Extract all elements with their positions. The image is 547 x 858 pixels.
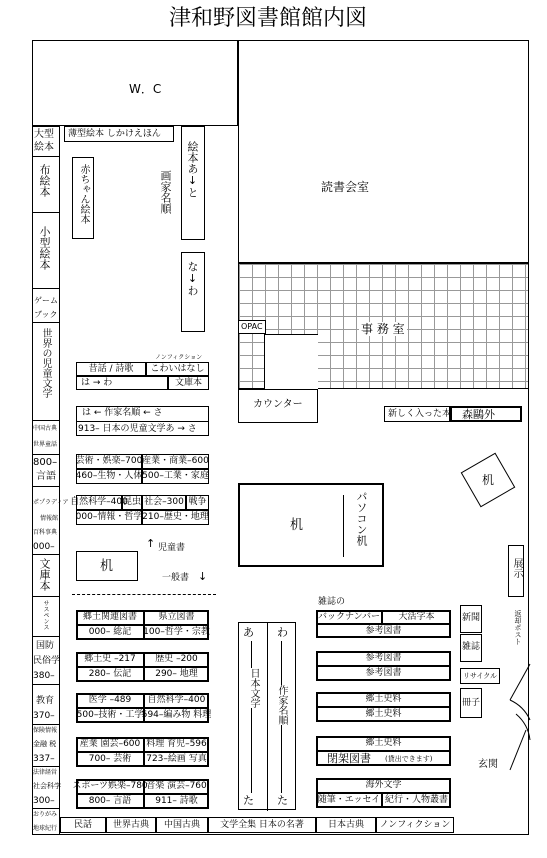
world-children-label: 世界の児童文学 [40, 328, 51, 398]
local-2: 郷土史料 [316, 707, 451, 722]
bottom-nonfiction: ノンフィクション [376, 817, 454, 833]
children-books-label: 児童書 [158, 543, 186, 553]
n911: 911– 詩歌 [144, 794, 209, 809]
lendable-label: (貸出できます) [385, 755, 433, 763]
exhibit [508, 545, 524, 597]
page-title: 津和野図書館館内図 [169, 6, 368, 31]
closed-stack [316, 751, 451, 766]
japanese-lit-shelf [238, 622, 296, 810]
info-desk-label: 情報館 [40, 515, 59, 522]
picture-a-to-label: 絵本あ↓と [186, 141, 199, 198]
chinese-classics-label: 中国古典 [33, 425, 58, 432]
local-history: 郷土史 –217 [76, 652, 144, 667]
wc-room [32, 40, 238, 126]
travel: 紀行・人物叢書 [382, 793, 451, 808]
small-picture-label: 小型絵本 [38, 226, 51, 270]
desk-left [76, 551, 138, 581]
return-post-label: 返却ポスト [514, 610, 522, 645]
jp-lit-wa: わ [277, 626, 288, 639]
folklore-label: 民俗学 [33, 656, 61, 666]
large-print: 大活字本 [382, 610, 451, 624]
large-picture-label: 大型絵本 [34, 129, 54, 153]
jp-lit-ta-left: た [243, 794, 254, 807]
cooking: 料理 育児–596 [144, 737, 209, 752]
entrance-doors [470, 660, 540, 780]
finance-label: 金融 税 [33, 740, 57, 748]
natsci-400g: 自然科学–400 [144, 693, 209, 708]
wc-label: W．C [129, 82, 162, 96]
society-300: 社会–300 [142, 495, 186, 510]
suspense-label: サスペンス [42, 600, 49, 630]
origami-label: おりがみ [33, 811, 58, 818]
newspaper-rack [460, 605, 482, 633]
booklet-label: 冊子 [462, 698, 481, 708]
local-1: 郷土史料 [316, 692, 451, 707]
n700: 700– 芸術 [76, 752, 144, 767]
bottom-world-classics: 世界古典 [106, 817, 156, 833]
encyclopedia-label: 百科事典 [33, 529, 58, 536]
jp-lit-label: 日本文学 [248, 668, 259, 708]
reference-2: 参考図書 [316, 651, 451, 666]
game-book-label: ゲームブック [34, 296, 58, 319]
medicine: 医学 –489 [76, 693, 144, 708]
counter-extension [264, 334, 318, 389]
picture-na-wa-shelf [181, 252, 205, 332]
opac-box [238, 320, 266, 334]
n500: 500–工業・家庭 [142, 469, 209, 484]
n280: 280– 伝記 [76, 667, 144, 682]
office-label: 事 務 室 [361, 322, 405, 336]
jp-lit-ta-right: た [277, 794, 288, 807]
natsci-400: 自然科学–400 [76, 495, 122, 510]
social-label: 社会科学 [33, 782, 61, 790]
n380-label: 380– [33, 671, 55, 681]
closed-stack-label: 閉架図書 [327, 752, 371, 765]
n337-label: 337– [33, 754, 55, 764]
war: 戦争 [186, 495, 209, 510]
sports: スポーツ娯楽–780 [76, 779, 144, 794]
bottom-folktales: 民話 [60, 817, 106, 833]
reading-room [238, 40, 529, 263]
n000-general: 000– 総記 [76, 625, 144, 640]
new-arrivals-label: 新しく入った本 [388, 409, 452, 419]
back-numbers: バックナンバー [316, 610, 382, 624]
global-env-label: 地球紀行 [33, 825, 58, 832]
history-200: 歴史 –200 [144, 652, 209, 667]
n100: 100–哲学・宗教 [144, 625, 209, 640]
children-bunko: 文庫本 [168, 376, 209, 390]
n300-label: 300– [33, 796, 55, 806]
n210-child: 210–歴史・地理 [142, 510, 209, 525]
reference-1: 参考図書 [316, 624, 451, 638]
baby-books-shelf [72, 157, 94, 239]
local-books: 郷土関連図書 [76, 610, 144, 625]
law-label: 法律経営 [33, 769, 58, 776]
center-desk-label: 机 [290, 518, 304, 533]
poprasha-label: ポプラディア [33, 499, 69, 506]
arts-crafts: 産業 園芸–600 [76, 737, 144, 752]
arts-700: 芸術・娯楽–700 [76, 454, 142, 469]
foreign-lit: 海外文学 [316, 778, 451, 793]
exhibit-label: 展示 [511, 558, 522, 578]
picture-a-to-shelf [181, 126, 205, 240]
general-books-label: 一般書 [162, 573, 190, 583]
n000-child: 000–情報・哲学 [76, 510, 142, 525]
up-arrow: ↑ [146, 537, 156, 550]
recycle-label: リサイクル [463, 672, 498, 680]
tales-poems: 昔話 / 詩歌 [76, 362, 146, 376]
bottom-literature: 文学全集 日本の名著 [208, 817, 316, 833]
nonfiction-small-label: ノンフィクション [155, 354, 203, 361]
ogai-label: 森鷗外 [462, 408, 495, 421]
n594: 594–編み物 料理 [144, 708, 209, 723]
picture-na-wa-label: な↓わ [186, 261, 199, 296]
magazine-rack [460, 634, 482, 662]
thin-picture-shelf [64, 126, 174, 142]
pc-desk-label: パソコン机 [355, 491, 368, 546]
local-3: 郷土史料 [316, 736, 451, 751]
ha-to-wa: は → わ [76, 376, 168, 390]
illustrator-order-label: 画家名順 [159, 170, 172, 214]
entrance-label: 玄関 [478, 759, 498, 770]
essays: 随筆・エッセイ [316, 793, 382, 808]
industry-600: 産業・商業–600 [142, 454, 209, 469]
author-order-row: は ← 作家名順 ← さ [82, 408, 163, 418]
n370-label: 370– [33, 711, 55, 721]
music: 音楽 演芸–760 [144, 779, 209, 794]
n800g: 800– 言語 [76, 794, 144, 809]
world-tales-label: 世界童話 [33, 441, 58, 448]
center-desk [238, 483, 384, 567]
baby-books-label: 赤ちゃん絵本 [78, 164, 89, 224]
rotated-desk-label: 机 [481, 472, 495, 487]
zero-label: 000– [33, 542, 55, 552]
scary-stories: こわいはなし [146, 362, 209, 376]
pref-books: 県立図書 [144, 610, 209, 625]
jp-children-row: 913– 日本の児童文学あ → さ [78, 424, 197, 434]
opac-label: OPAC [241, 322, 263, 331]
n500g: 500–技術・工学 [76, 708, 144, 723]
n290: 290– 地理 [144, 667, 209, 682]
desk-left-label: 机 [100, 559, 114, 574]
cloth-picture-label: 布絵本 [38, 164, 51, 197]
insurance-label: 保険情報 [33, 727, 58, 734]
newspaper-label: 新聞 [462, 613, 481, 623]
language-label: 言語 [36, 471, 56, 482]
defense-label: 国防 [36, 641, 55, 651]
new-arrivals-shelf [384, 406, 450, 422]
n460: 460–生物・人体 [76, 469, 142, 484]
bottom-jp-classics: 日本古典 [316, 817, 376, 833]
insects: 昆虫 [122, 495, 142, 510]
ogai-shelf [450, 406, 522, 422]
reading-room-label: 読書会室 [321, 180, 370, 194]
bunko-label: 文庫本 [38, 558, 51, 591]
n723: 723–絵画 写真 [144, 752, 209, 767]
magazines-label: 雑誌の [318, 597, 346, 607]
counter-label: カウンター [253, 399, 303, 410]
down-arrow: ↓ [198, 570, 208, 583]
counter [238, 389, 318, 423]
n800-label: 800– [33, 457, 58, 468]
thin-picture-label: 薄型絵本 しかけえほん [68, 129, 161, 139]
reference-3: 参考図書 [316, 666, 451, 681]
divider-line [72, 594, 216, 595]
education-label: 教育 [36, 696, 55, 706]
magazine-rack-label: 雑誌 [462, 642, 481, 652]
author-order-label: 作家名順 [276, 685, 287, 725]
jp-lit-a: あ [243, 626, 254, 639]
bottom-chinese-classics: 中国古典 [156, 817, 208, 833]
